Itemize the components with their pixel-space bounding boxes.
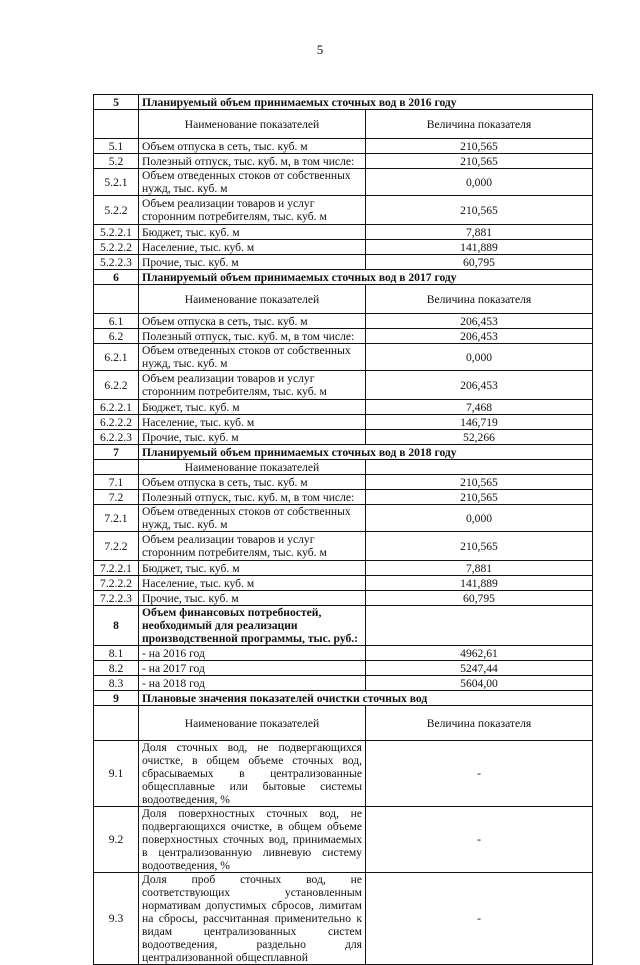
header-value: Величина показателя xyxy=(366,285,593,314)
table-row: 7.2.2.3 Прочие, тыс. куб. м 60,795 xyxy=(94,591,593,606)
section-header xyxy=(94,606,593,646)
column-header-row xyxy=(94,285,593,314)
section-number: 8 xyxy=(94,606,139,646)
table-row: 9.3 Доля проб сточных вод, не соответствующих установленным нормативам допустимых сбросов, лимитам на сбросы, рассчитанная применительно к видам централизованных систем водоотведения, раздельно для централизованной общесплавной - xyxy=(94,873,593,965)
table-row: 5.2.2.2 Население, тыс. куб. м 141,889 xyxy=(94,240,593,255)
table-row: 8.1 - на 2016 год 4962,61 xyxy=(94,646,593,661)
table-row: 8.3 - на 2018 год 5604,00 xyxy=(94,676,593,691)
section-header xyxy=(94,270,593,285)
section-number: 5 xyxy=(94,95,139,110)
table-row: 6.2.2.2 Население, тыс. куб. м 146,719 xyxy=(94,415,593,430)
section-title: Плановые значения показателей очистки сточных вод xyxy=(139,691,593,706)
table-row: 5.2.2.3 Прочие, тыс. куб. м 60,795 xyxy=(94,255,593,270)
section-title: Планируемый объем принимаемых сточных вод в 2018 году xyxy=(139,445,593,460)
header-name: Наименование показателей xyxy=(139,110,366,139)
table-row: 9.2 Доля поверхностных сточных вод, не подвергающихся очистке, в общем объеме поверхностных сточных вод, принимаемых в централизованную ливневую систему водоотведения, % - xyxy=(94,807,593,873)
table-row: 7.2.2.1 Бюджет, тыс. куб. м 7,881 xyxy=(94,561,593,576)
column-header-row xyxy=(94,706,593,741)
table-row: 5.2.2.1 Бюджет, тыс. куб. м 7,881 xyxy=(94,225,593,240)
header-value: Величина показателя xyxy=(366,706,593,741)
header-name: Наименование показателей xyxy=(139,460,366,475)
table-row: 7.1 Объем отпуска в сеть, тыс. куб. м 210,565 xyxy=(94,475,593,490)
program-table xyxy=(93,94,593,965)
section-title: Планируемый объем принимаемых сточных вод в 2016 году xyxy=(139,95,593,110)
table-row: 7.2.1 Объем отведенных стоков от собственных нужд, тыс. куб. м 0,000 xyxy=(94,505,593,532)
table-row: 6.2.2.1 Бюджет, тыс. куб. м 7,468 xyxy=(94,400,593,415)
table-row: 8.2 - на 2017 год 5247,44 xyxy=(94,661,593,676)
header-name: Наименование показателей xyxy=(139,706,366,741)
table-row: 7.2 Полезный отпуск, тыс. куб. м, в том числе: 210,565 xyxy=(94,490,593,505)
table-row: 7.2.2 Объем реализации товаров и услуг сторонним потребителям, тыс. куб. м 210,565 xyxy=(94,532,593,561)
header-name: Наименование показателей xyxy=(139,285,366,314)
table-row: 6.2.2 Объем реализации товаров и услуг сторонним потребителям, тыс. куб. м 206,453 xyxy=(94,371,593,400)
table-row: 5.2.2 Объем реализации товаров и услуг сторонним потребителям, тыс. куб. м 210,565 xyxy=(94,196,593,225)
table-row: 9.1 Доля сточных вод, не подвергающихся очистке, в общем объеме сточных вод, сбрасываемых в централизованные общесплавные или бытовые системы водоотведения, % - xyxy=(94,741,593,807)
column-header-row xyxy=(94,110,593,139)
table-row: 5.1 Объем отпуска в сеть, тыс. куб. м 210,565 xyxy=(94,139,593,154)
section-number: 9 xyxy=(94,691,139,706)
section-title: Планируемый объем принимаемых сточных вод в 2017 году xyxy=(139,270,593,285)
section-header xyxy=(94,445,593,460)
section-header xyxy=(94,95,593,110)
table-row: 6.2 Полезный отпуск, тыс. куб. м, в том числе: 206,453 xyxy=(94,329,593,344)
table-row: 6.2.2.3 Прочие, тыс. куб. м 52,266 xyxy=(94,430,593,445)
table-row: 7.2.2.2 Население, тыс. куб. м 141,889 xyxy=(94,576,593,591)
table-row: 5.2.1 Объем отведенных стоков от собственных нужд, тыс. куб. м 0,000 xyxy=(94,169,593,196)
section-number: 6 xyxy=(94,270,139,285)
column-header-row xyxy=(94,460,593,475)
table-row: 6.1 Объем отпуска в сеть, тыс. куб. м 206,453 xyxy=(94,314,593,329)
section-header xyxy=(94,691,593,706)
table-row: 6.2.1 Объем отведенных стоков от собственных нужд, тыс. куб. м 0,000 xyxy=(94,344,593,371)
section-number: 7 xyxy=(94,445,139,460)
table-row: 5.2 Полезный отпуск, тыс. куб. м, в том числе: 210,565 xyxy=(94,154,593,169)
section-title: Объем финансовых потребностей, необходимый для реализации производственной программы, тыс. руб.: xyxy=(139,606,366,646)
page-number: 5 xyxy=(316,42,324,57)
header-value: Величина показателя xyxy=(366,110,593,139)
